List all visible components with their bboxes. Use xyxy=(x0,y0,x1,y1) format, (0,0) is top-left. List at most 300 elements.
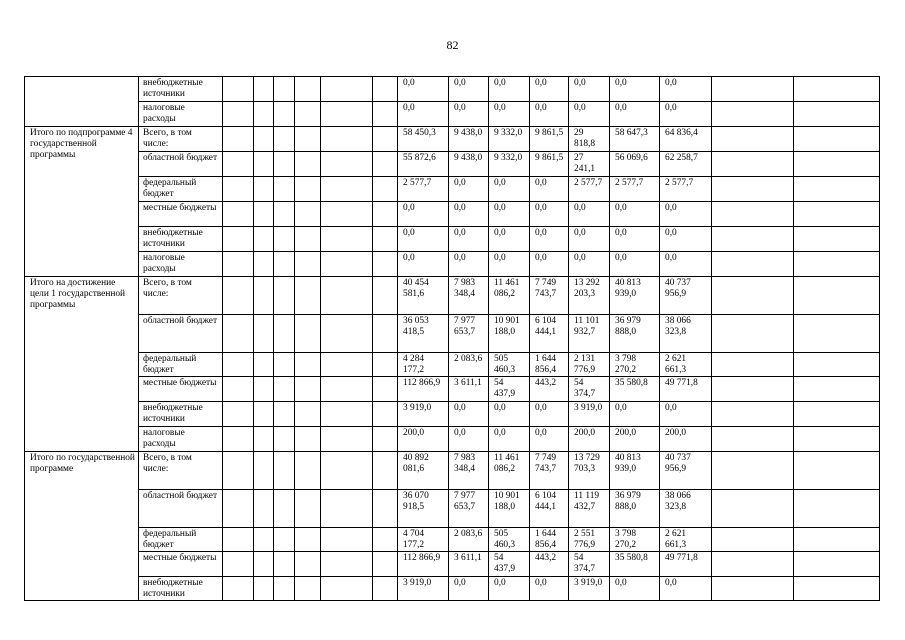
amount-cell: 36 979 888,0 xyxy=(610,490,660,528)
empty-cell xyxy=(373,152,398,177)
empty-cell xyxy=(321,402,373,427)
empty-cell xyxy=(254,152,274,177)
empty-cell xyxy=(373,490,398,528)
amount-cell: 3 919,0 xyxy=(569,577,610,601)
empty-cell xyxy=(794,490,880,528)
table-row xyxy=(25,202,880,227)
empty-cell xyxy=(712,528,794,552)
empty-cell xyxy=(373,427,398,452)
empty-cell xyxy=(794,427,880,452)
amount-cell: 0,0 xyxy=(530,577,569,601)
amount-cell: 3 798 270,2 xyxy=(610,528,660,552)
empty-cell xyxy=(274,102,295,127)
empty-cell xyxy=(321,490,373,528)
empty-cell xyxy=(373,77,398,102)
empty-cell xyxy=(274,577,295,601)
funding-source-cell: местные бюджеты xyxy=(139,202,223,227)
empty-cell xyxy=(223,427,254,452)
amount-cell: 2 577,7 xyxy=(660,177,712,202)
amount-cell: 7 977 653,7 xyxy=(449,315,489,353)
amount-cell: 64 836,4 xyxy=(660,127,712,152)
amount-cell: 2 551 776,9 xyxy=(569,528,610,552)
funding-source-cell: внебюджетные источники xyxy=(139,402,223,427)
empty-cell xyxy=(794,315,880,353)
empty-cell xyxy=(295,202,321,227)
empty-cell xyxy=(274,452,295,490)
empty-cell xyxy=(254,427,274,452)
amount-cell: 49 771,8 xyxy=(660,377,712,402)
amount-cell: 0,0 xyxy=(530,402,569,427)
amount-cell: 38 066 323,8 xyxy=(660,315,712,353)
amount-cell: 200,0 xyxy=(569,427,610,452)
table-row xyxy=(25,402,880,427)
table-row xyxy=(25,528,880,552)
empty-cell xyxy=(321,277,373,315)
funding-source-cell: федеральный бюджет xyxy=(139,177,223,202)
amount-cell: 54 437,9 xyxy=(489,552,530,577)
empty-cell xyxy=(223,177,254,202)
empty-cell xyxy=(223,315,254,353)
amount-cell: 29 818,8 xyxy=(569,127,610,152)
empty-cell xyxy=(223,152,254,177)
amount-cell: 0,0 xyxy=(489,227,530,252)
empty-cell xyxy=(321,577,373,601)
amount-cell: 0,0 xyxy=(489,102,530,127)
empty-cell xyxy=(373,227,398,252)
empty-cell xyxy=(254,315,274,353)
table-row xyxy=(25,552,880,577)
empty-cell xyxy=(794,102,880,127)
amount-cell: 58 450,3 xyxy=(398,127,449,152)
table-row xyxy=(25,315,880,353)
empty-cell xyxy=(794,277,880,315)
amount-cell: 0,0 xyxy=(660,77,712,102)
empty-cell xyxy=(321,427,373,452)
amount-cell: 200,0 xyxy=(610,427,660,452)
amount-cell: 0,0 xyxy=(569,102,610,127)
empty-cell xyxy=(712,490,794,528)
empty-cell xyxy=(295,353,321,377)
amount-cell: 0,0 xyxy=(660,202,712,227)
amount-cell: 54 437,9 xyxy=(489,377,530,402)
empty-cell xyxy=(223,277,254,315)
empty-cell xyxy=(223,77,254,102)
empty-cell xyxy=(274,152,295,177)
empty-cell xyxy=(295,552,321,577)
amount-cell: 3 919,0 xyxy=(569,402,610,427)
empty-cell xyxy=(254,402,274,427)
empty-cell xyxy=(373,377,398,402)
amount-cell: 0,0 xyxy=(610,102,660,127)
empty-cell xyxy=(794,77,880,102)
amount-cell: 0,0 xyxy=(449,427,489,452)
empty-cell xyxy=(254,277,274,315)
program-name-cell: Итого по подпрограмме 4 государственной программы xyxy=(25,127,139,277)
empty-cell xyxy=(373,528,398,552)
amount-cell: 0,0 xyxy=(660,227,712,252)
amount-cell: 2 577,7 xyxy=(610,177,660,202)
empty-cell xyxy=(794,127,880,152)
empty-cell xyxy=(274,315,295,353)
amount-cell: 3 919,0 xyxy=(398,402,449,427)
empty-cell xyxy=(295,252,321,277)
table-row xyxy=(25,152,880,177)
amount-cell: 0,0 xyxy=(449,252,489,277)
empty-cell xyxy=(794,452,880,490)
amount-cell: 10 901 188,0 xyxy=(489,490,530,528)
amount-cell: 0,0 xyxy=(489,77,530,102)
amount-cell: 54 374,7 xyxy=(569,552,610,577)
empty-cell xyxy=(223,353,254,377)
amount-cell: 40 737 956,9 xyxy=(660,277,712,315)
amount-cell: 0,0 xyxy=(449,227,489,252)
funding-source-cell: Всего, в том числе: xyxy=(139,277,223,315)
amount-cell: 0,0 xyxy=(530,427,569,452)
table-row xyxy=(25,490,880,528)
amount-cell: 55 872,6 xyxy=(398,152,449,177)
funding-source-cell: Всего, в том числе: xyxy=(139,127,223,152)
amount-cell: 9 438,0 xyxy=(449,127,489,152)
amount-cell: 0,0 xyxy=(449,577,489,601)
empty-cell xyxy=(254,102,274,127)
empty-cell xyxy=(295,127,321,152)
empty-cell xyxy=(274,353,295,377)
amount-cell: 0,0 xyxy=(530,252,569,277)
amount-cell: 3 919,0 xyxy=(398,577,449,601)
funding-source-cell: внебюджетные источники xyxy=(139,227,223,252)
empty-cell xyxy=(274,252,295,277)
empty-cell xyxy=(223,227,254,252)
funding-source-cell: областной бюджет xyxy=(139,490,223,528)
empty-cell xyxy=(712,427,794,452)
empty-cell xyxy=(373,177,398,202)
table-row xyxy=(25,102,880,127)
empty-cell xyxy=(274,427,295,452)
amount-cell: 0,0 xyxy=(398,227,449,252)
amount-cell: 0,0 xyxy=(660,252,712,277)
empty-cell xyxy=(712,377,794,402)
empty-cell xyxy=(223,102,254,127)
amount-cell: 9 861,5 xyxy=(530,152,569,177)
empty-cell xyxy=(254,528,274,552)
empty-cell xyxy=(712,353,794,377)
amount-cell: 3 611,1 xyxy=(449,552,489,577)
program-name-cell xyxy=(25,77,139,127)
amount-cell: 0,0 xyxy=(660,102,712,127)
empty-cell xyxy=(254,353,274,377)
program-name-cell: Итого на достижение цели 1 государственной программы xyxy=(25,277,139,452)
amount-cell: 11 461 086,2 xyxy=(489,277,530,315)
amount-cell: 0,0 xyxy=(610,252,660,277)
amount-cell: 0,0 xyxy=(610,402,660,427)
empty-cell xyxy=(794,577,880,601)
amount-cell: 0,0 xyxy=(398,77,449,102)
empty-cell xyxy=(321,127,373,152)
empty-cell xyxy=(274,177,295,202)
amount-cell: 0,0 xyxy=(489,252,530,277)
amount-cell: 0,0 xyxy=(489,202,530,227)
empty-cell xyxy=(373,202,398,227)
amount-cell: 0,0 xyxy=(569,77,610,102)
amount-cell: 36 979 888,0 xyxy=(610,315,660,353)
empty-cell xyxy=(254,577,274,601)
empty-cell xyxy=(254,490,274,528)
empty-cell xyxy=(321,353,373,377)
empty-cell xyxy=(274,127,295,152)
table-row xyxy=(25,577,880,601)
amount-cell: 443,2 xyxy=(530,377,569,402)
amount-cell: 7 749 743,7 xyxy=(530,452,569,490)
amount-cell: 7 983 348,4 xyxy=(449,277,489,315)
empty-cell xyxy=(373,552,398,577)
amount-cell: 7 749 743,7 xyxy=(530,277,569,315)
amount-cell: 9 332,0 xyxy=(489,152,530,177)
amount-cell: 49 771,8 xyxy=(660,552,712,577)
amount-cell: 0,0 xyxy=(449,202,489,227)
amount-cell: 0,0 xyxy=(660,577,712,601)
empty-cell xyxy=(712,277,794,315)
empty-cell xyxy=(223,252,254,277)
amount-cell: 13 292 203,3 xyxy=(569,277,610,315)
empty-cell xyxy=(295,277,321,315)
table-row xyxy=(25,77,880,102)
empty-cell xyxy=(794,353,880,377)
amount-cell: 40 737 956,9 xyxy=(660,452,712,490)
amount-cell: 40 813 939,0 xyxy=(610,452,660,490)
amount-cell: 2 621 661,3 xyxy=(660,353,712,377)
empty-cell xyxy=(295,227,321,252)
amount-cell: 38 066 323,8 xyxy=(660,490,712,528)
amount-cell: 7 977 653,7 xyxy=(449,490,489,528)
empty-cell xyxy=(223,202,254,227)
funding-source-cell: областной бюджет xyxy=(139,315,223,353)
funding-source-cell: внебюджетные источники xyxy=(139,577,223,601)
funding-source-cell: областной бюджет xyxy=(139,152,223,177)
empty-cell xyxy=(295,377,321,402)
empty-cell xyxy=(373,102,398,127)
amount-cell: 0,0 xyxy=(610,77,660,102)
empty-cell xyxy=(712,202,794,227)
amount-cell: 2 621 661,3 xyxy=(660,528,712,552)
amount-cell: 9 438,0 xyxy=(449,152,489,177)
empty-cell xyxy=(254,77,274,102)
amount-cell: 7 983 348,4 xyxy=(449,452,489,490)
amount-cell: 0,0 xyxy=(530,227,569,252)
empty-cell xyxy=(712,452,794,490)
amount-cell: 0,0 xyxy=(569,252,610,277)
empty-cell xyxy=(321,452,373,490)
empty-cell xyxy=(712,402,794,427)
amount-cell: 0,0 xyxy=(569,202,610,227)
amount-cell: 36 053 418,5 xyxy=(398,315,449,353)
empty-cell xyxy=(373,252,398,277)
amount-cell: 10 901 188,0 xyxy=(489,315,530,353)
empty-cell xyxy=(254,202,274,227)
table-row xyxy=(25,353,880,377)
amount-cell: 40 892 081,6 xyxy=(398,452,449,490)
amount-cell: 9 332,0 xyxy=(489,127,530,152)
amount-cell: 505 460,3 xyxy=(489,353,530,377)
amount-cell: 0,0 xyxy=(489,402,530,427)
empty-cell xyxy=(223,452,254,490)
amount-cell: 0,0 xyxy=(610,577,660,601)
empty-cell xyxy=(794,402,880,427)
amount-cell: 0,0 xyxy=(398,102,449,127)
amount-cell: 35 580,8 xyxy=(610,552,660,577)
amount-cell: 4 284 177,2 xyxy=(398,353,449,377)
amount-cell: 0,0 xyxy=(449,102,489,127)
funding-source-cell: Всего, в том числе: xyxy=(139,452,223,490)
empty-cell xyxy=(223,377,254,402)
empty-cell xyxy=(254,452,274,490)
empty-cell xyxy=(254,127,274,152)
empty-cell xyxy=(254,227,274,252)
amount-cell: 62 258,7 xyxy=(660,152,712,177)
empty-cell xyxy=(373,577,398,601)
amount-cell: 443,2 xyxy=(530,552,569,577)
empty-cell xyxy=(274,227,295,252)
empty-cell xyxy=(295,427,321,452)
empty-cell xyxy=(254,252,274,277)
table-row xyxy=(25,377,880,402)
empty-cell xyxy=(295,452,321,490)
amount-cell: 0,0 xyxy=(530,202,569,227)
empty-cell xyxy=(712,177,794,202)
empty-cell xyxy=(274,202,295,227)
empty-cell xyxy=(712,577,794,601)
empty-cell xyxy=(794,528,880,552)
amount-cell: 11 119 432,7 xyxy=(569,490,610,528)
empty-cell xyxy=(321,102,373,127)
empty-cell xyxy=(295,102,321,127)
amount-cell: 2 083,6 xyxy=(449,528,489,552)
funding-source-cell: налоговые расходы xyxy=(139,102,223,127)
empty-cell xyxy=(274,490,295,528)
amount-cell: 112 866,9 xyxy=(398,552,449,577)
amount-cell: 0,0 xyxy=(489,427,530,452)
empty-cell xyxy=(712,127,794,152)
amount-cell: 0,0 xyxy=(610,202,660,227)
empty-cell xyxy=(321,227,373,252)
empty-cell xyxy=(274,277,295,315)
empty-cell xyxy=(794,252,880,277)
empty-cell xyxy=(223,402,254,427)
amount-cell: 0,0 xyxy=(530,102,569,127)
empty-cell xyxy=(794,202,880,227)
empty-cell xyxy=(712,152,794,177)
table-row xyxy=(25,127,880,152)
funding-source-cell: местные бюджеты xyxy=(139,552,223,577)
amount-cell: 2 577,7 xyxy=(569,177,610,202)
amount-cell: 2 083,6 xyxy=(449,353,489,377)
empty-cell xyxy=(274,402,295,427)
funding-source-cell: федеральный бюджет xyxy=(139,528,223,552)
empty-cell xyxy=(274,77,295,102)
amount-cell: 56 069,6 xyxy=(610,152,660,177)
empty-cell xyxy=(295,177,321,202)
empty-cell xyxy=(321,315,373,353)
empty-cell xyxy=(373,402,398,427)
table-row xyxy=(25,277,880,315)
empty-cell xyxy=(373,452,398,490)
amount-cell: 6 104 444,1 xyxy=(530,490,569,528)
funding-source-cell: федеральный бюджет xyxy=(139,353,223,377)
funding-source-cell: внебюджетные источники xyxy=(139,77,223,102)
empty-cell xyxy=(321,77,373,102)
funding-source-cell: налоговые расходы xyxy=(139,252,223,277)
amount-cell: 505 460,3 xyxy=(489,528,530,552)
empty-cell xyxy=(223,490,254,528)
empty-cell xyxy=(712,252,794,277)
amount-cell: 0,0 xyxy=(530,77,569,102)
funding-source-cell: налоговые расходы xyxy=(139,427,223,452)
amount-cell: 27 241,1 xyxy=(569,152,610,177)
amount-cell: 4 704 177,2 xyxy=(398,528,449,552)
empty-cell xyxy=(295,77,321,102)
amount-cell: 0,0 xyxy=(610,227,660,252)
amount-cell: 0,0 xyxy=(449,177,489,202)
empty-cell xyxy=(295,315,321,353)
empty-cell xyxy=(321,252,373,277)
amount-cell: 0,0 xyxy=(569,227,610,252)
amount-cell: 1 644 856,4 xyxy=(530,353,569,377)
amount-cell: 40 454 581,6 xyxy=(398,277,449,315)
page-number: 82 xyxy=(446,38,459,52)
budget-table xyxy=(24,76,880,601)
empty-cell xyxy=(321,177,373,202)
empty-cell xyxy=(373,315,398,353)
empty-cell xyxy=(295,577,321,601)
empty-cell xyxy=(321,202,373,227)
amount-cell: 0,0 xyxy=(489,177,530,202)
amount-cell: 54 374,7 xyxy=(569,377,610,402)
empty-cell xyxy=(321,528,373,552)
empty-cell xyxy=(794,227,880,252)
empty-cell xyxy=(794,177,880,202)
amount-cell: 0,0 xyxy=(530,177,569,202)
empty-cell xyxy=(321,377,373,402)
empty-cell xyxy=(295,152,321,177)
empty-cell xyxy=(794,152,880,177)
empty-cell xyxy=(223,528,254,552)
empty-cell xyxy=(295,490,321,528)
amount-cell: 0,0 xyxy=(398,252,449,277)
amount-cell: 3 798 270,2 xyxy=(610,353,660,377)
amount-cell: 6 104 444,1 xyxy=(530,315,569,353)
amount-cell: 35 580,8 xyxy=(610,377,660,402)
empty-cell xyxy=(794,552,880,577)
empty-cell xyxy=(712,227,794,252)
amount-cell: 200,0 xyxy=(660,427,712,452)
empty-cell xyxy=(712,77,794,102)
empty-cell xyxy=(295,528,321,552)
amount-cell: 2 131 776,9 xyxy=(569,353,610,377)
amount-cell: 3 611,1 xyxy=(449,377,489,402)
table-row xyxy=(25,177,880,202)
empty-cell xyxy=(223,577,254,601)
amount-cell: 0,0 xyxy=(449,402,489,427)
funding-source-cell: местные бюджеты xyxy=(139,377,223,402)
empty-cell xyxy=(295,402,321,427)
empty-cell xyxy=(254,552,274,577)
amount-cell: 0,0 xyxy=(449,77,489,102)
amount-cell: 40 813 939,0 xyxy=(610,277,660,315)
amount-cell: 0,0 xyxy=(660,402,712,427)
amount-cell: 11 101 932,7 xyxy=(569,315,610,353)
empty-cell xyxy=(321,152,373,177)
empty-cell xyxy=(321,552,373,577)
amount-cell: 9 861,5 xyxy=(530,127,569,152)
